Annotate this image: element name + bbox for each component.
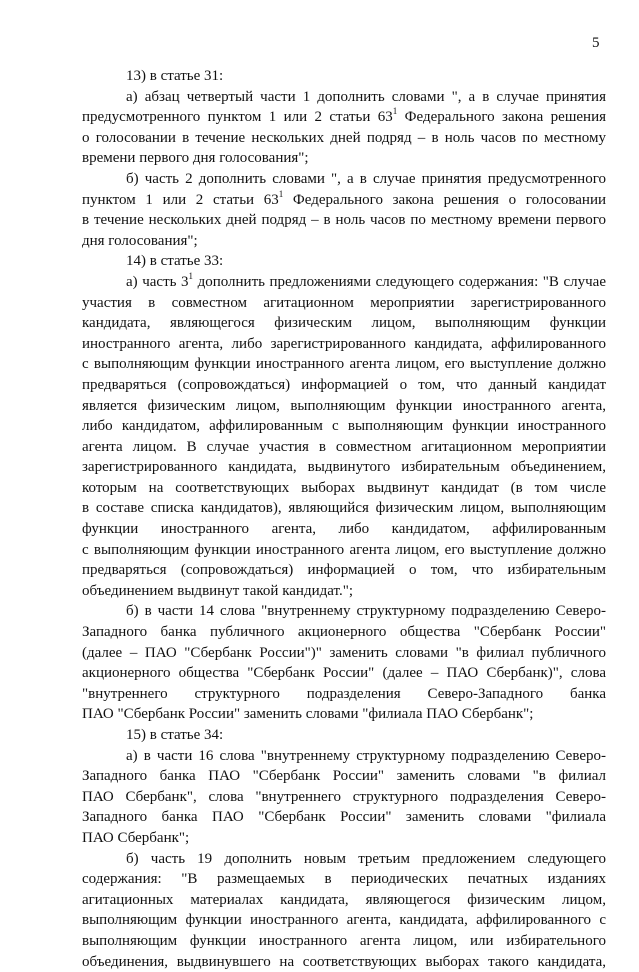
text-line <box>82 560 606 581</box>
text-line <box>82 787 606 808</box>
text-line <box>82 849 606 870</box>
superscript: 1 <box>278 188 284 199</box>
text-line <box>82 704 606 725</box>
text-line <box>82 519 606 540</box>
text-line <box>82 251 606 272</box>
line-text: "внутреннего структурного подразделения Северо-Западного банка <box>82 685 606 702</box>
text-line <box>82 931 606 952</box>
superscript: 1 <box>392 106 398 117</box>
text-line <box>82 375 606 396</box>
text-line <box>82 231 606 252</box>
line-text-tail: Федерального закона решения <box>397 109 607 126</box>
line-text: 14) в статье 33: <box>126 253 224 270</box>
line-text: б) часть 2 дополнить словами ", а в случае принятия предусмотренного <box>126 170 606 187</box>
line-text: а) в части 16 слова "внутреннему структурному подразделению Северо- <box>126 747 606 764</box>
line-text: акционерного общества "Сбербанк России" (далее – ПАО Сбербанк)", слова <box>82 665 606 682</box>
line-text: о голосовании в течение нескольких дней подряд – в ноль часов по местному <box>82 129 606 146</box>
line-text: предваряться (сопровождаться) информацией о том, что избирательным <box>82 562 606 579</box>
line-text: содержания: "В размещаемых в периодических печатных изданиях <box>82 871 606 888</box>
text-line <box>82 910 606 931</box>
text-line <box>82 457 606 478</box>
text-line <box>82 766 606 787</box>
text-line <box>82 210 606 231</box>
line-text: б) в части 14 слова "внутреннему структурному подразделению Северо- <box>126 603 606 620</box>
line-text: а) абзац четвертый части 1 дополнить словами ", а в случае принятия <box>126 88 606 105</box>
line-text: выполняющим функции иностранного агента, кандидата, аффилированного с <box>82 912 606 929</box>
line-text-tail: Федерального закона решения о голосовании <box>283 191 607 208</box>
text-line <box>82 622 606 643</box>
text-line <box>82 746 606 767</box>
line-text: времени первого дня голосования"; <box>82 150 309 167</box>
line-text: ПАО Сбербанк"; <box>82 829 190 846</box>
text-line <box>82 148 606 169</box>
text-line <box>82 478 606 499</box>
line-text: объединения, выдвинувшего на соответствующих выборах такого кандидата, <box>82 953 606 970</box>
line-text: ПАО "Сбербанк России" заменить словами "филиала ПАО Сбербанк"; <box>82 706 534 723</box>
text-line <box>82 498 606 519</box>
line-text: кандидата, являющегося физическим лицом, выполняющим функции <box>82 315 606 332</box>
text-line <box>82 293 606 314</box>
text-line <box>82 601 606 622</box>
text-line <box>82 354 606 375</box>
line-text: которым на соответствующих выборах выдвинут кандидат (в том числе <box>82 479 606 496</box>
line-text: предваряться (сопровождаться) информацией о том, что данный кандидат <box>82 376 606 393</box>
line-text: ПАО Сбербанк", слова "внутреннего структурного подразделения Северо- <box>82 788 606 805</box>
page-number: 5 <box>592 35 600 51</box>
text-line <box>82 107 606 128</box>
text-line <box>82 581 606 602</box>
text-line <box>82 66 606 87</box>
line-text: в течение нескольких дней подряд – в ноль часов по местному времени первого <box>82 212 606 229</box>
text-line <box>82 869 606 890</box>
line-text: пунктом 1 или 2 статьи 63 <box>82 191 279 208</box>
text-line <box>82 952 606 972</box>
line-text: иностранного агента, либо зарегистрированного кандидата, аффилированного <box>82 335 606 352</box>
line-text: с выполняющим функции иностранного агента лицом, его выступление должно <box>82 541 606 558</box>
line-text: Западного банка публичного акционерного общества "Сбербанк России" <box>82 624 606 641</box>
text-line <box>82 272 606 293</box>
text-line <box>82 128 606 149</box>
text-line <box>82 169 606 190</box>
line-text: дня голосования"; <box>82 232 198 249</box>
line-text: либо кандидатом, аффилированным с выполняющим функции иностранного <box>82 418 606 435</box>
text-line <box>82 190 606 211</box>
document-body <box>82 66 606 972</box>
text-line <box>82 437 606 458</box>
text-line <box>82 807 606 828</box>
text-line <box>82 334 606 355</box>
line-text: функции иностранного агента, либо кандидатом, аффилированным <box>82 521 606 538</box>
text-line <box>82 663 606 684</box>
text-line <box>82 890 606 911</box>
text-line <box>82 540 606 561</box>
text-line <box>82 643 606 664</box>
line-text: выполняющим функции иностранного агента лицом, или избирательного <box>82 932 606 949</box>
line-text: с выполняющим функции иностранного агента лицом, его выступление должно <box>82 356 606 373</box>
text-line <box>82 684 606 705</box>
text-line <box>82 828 606 849</box>
text-line <box>82 416 606 437</box>
line-text: участия в совместном агитационном мероприятии зарегистрированного <box>82 294 606 311</box>
line-text: Западного банка ПАО "Сбербанк России" заменить словами "в филиал <box>82 768 606 785</box>
text-line <box>82 87 606 108</box>
line-text: агента лицом. В случае участия в совместном агитационном мероприятии <box>82 438 606 455</box>
line-text-tail: дополнить предложениями следующего содержания: "В случае <box>193 273 606 290</box>
superscript: 1 <box>188 270 194 281</box>
line-text: предусмотренного пунктом 1 или 2 статьи 63 <box>82 109 393 126</box>
line-text: является физическим лицом, выполняющим функции иностранного агента, <box>82 397 606 414</box>
line-text: б) часть 19 дополнить новым третьим предложением следующего <box>126 850 606 867</box>
line-text: зарегистрированного кандидата, выдвинутого избирательным объединением, <box>82 459 606 476</box>
line-text: агитационных материалах кандидата, являющегося физическим лицом, <box>82 891 606 908</box>
text-line <box>82 313 606 334</box>
line-text: объединением выдвинут такой кандидат."; <box>82 582 353 599</box>
line-text: в составе списка кандидатов), являющийся физическим лицом, выполняющим <box>82 500 606 517</box>
line-text: Западного банка ПАО "Сбербанк России" заменить словами "филиала <box>82 809 606 826</box>
line-text: а) часть 3 <box>126 273 189 290</box>
line-text: 15) в статье 34: <box>126 727 224 743</box>
text-line <box>82 396 606 417</box>
text-line <box>82 725 606 746</box>
line-text: 13) в статье 31: <box>126 68 224 84</box>
line-text: (далее – ПАО "Сбербанк России")" заменить словами "в филиал публичного <box>82 644 606 661</box>
